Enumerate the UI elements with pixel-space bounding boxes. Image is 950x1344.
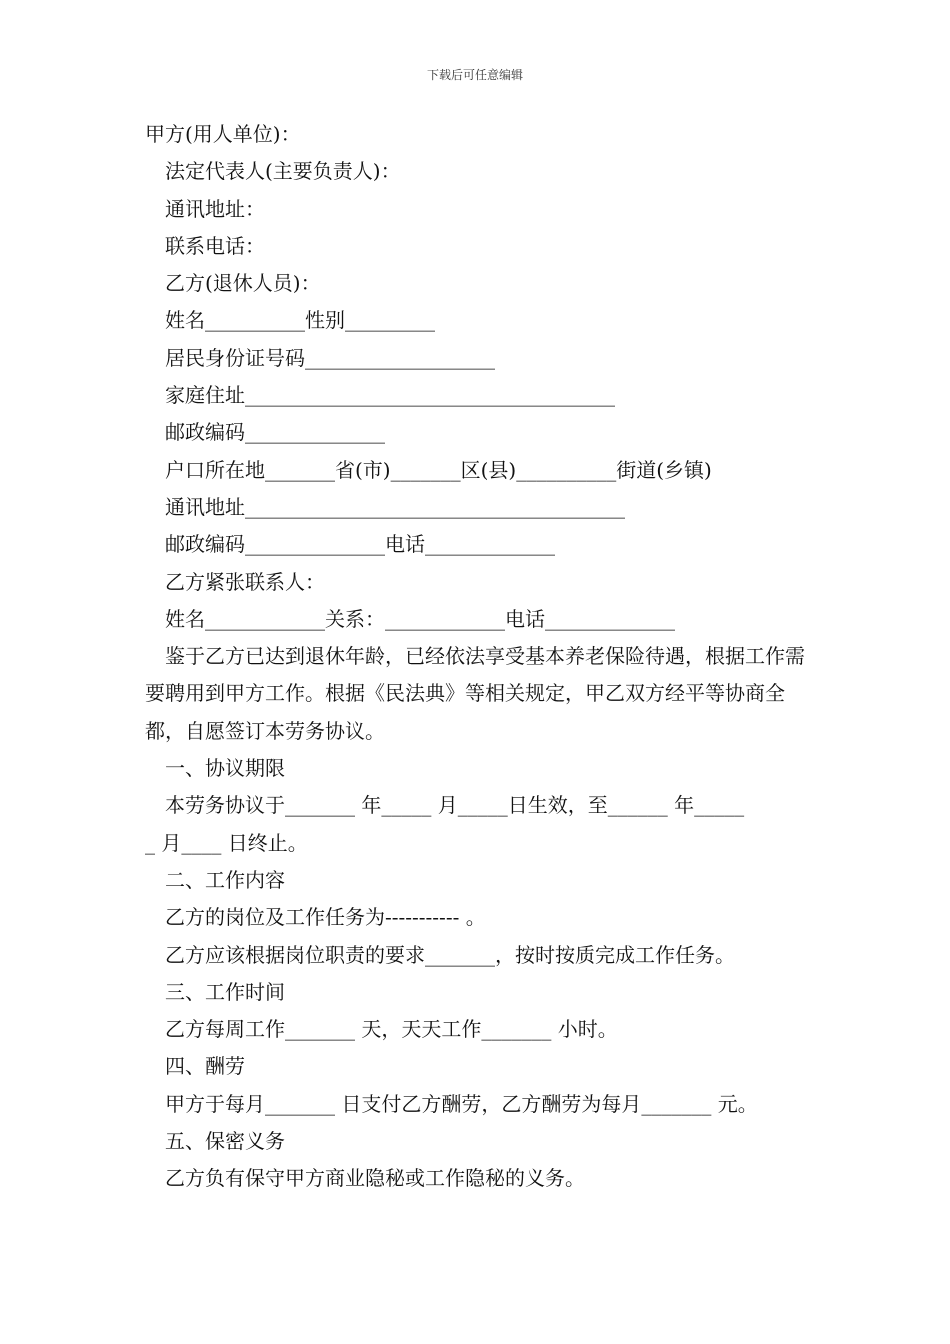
preamble-paragraph: 鉴于乙方已达到退休年龄，已经依法享受基本养老保险待遇，根据工作需要聘用到甲方工作。根据《民法典》等相关规定，甲乙双方经平等协商全都，自愿签订本劳务协议。 xyxy=(145,644,805,743)
section-pay-title: 四、酬劳 xyxy=(165,1054,245,1079)
section-confidentiality-line-1: 乙方负有保守甲方商业隐秘或工作隐秘的义务。 xyxy=(165,1166,585,1191)
party-b-household-line: 户口所在地_______省(市)_______区(县)__________街道(乡镇) xyxy=(165,457,712,482)
party-b-home-address-line: 家庭住址_____________________________________ xyxy=(165,383,615,408)
section-term-title: 一、协议期限 xyxy=(165,756,285,781)
section-confidentiality-title: 五、保密义务 xyxy=(165,1129,285,1154)
party-a-phone-line: 联系电话： xyxy=(165,233,265,258)
party-b-mailing-address-line: 通讯地址______________________________________ xyxy=(165,494,625,519)
party-b-name-gender-line: 姓名__________性别_________ xyxy=(165,308,435,333)
section-content-line-2: 乙方应该根据岗位职责的要求_______，按时按质完成工作任务。 xyxy=(165,942,735,967)
party-a-address-line: 通讯地址： xyxy=(165,196,265,221)
section-hours-title: 三、工作时间 xyxy=(165,979,285,1004)
section-term-line-2: _ 月____ 日终止。 xyxy=(145,830,308,855)
party-b-id-line: 居民身份证号码___________________ xyxy=(165,345,495,370)
section-hours-line-1: 乙方每周工作_______ 天，天天工作_______ 小时。 xyxy=(165,1017,618,1042)
party-b-title: 乙方(退休人员)： xyxy=(165,271,321,296)
emergency-contact-title: 乙方紧张联系人： xyxy=(165,569,325,594)
page-header: 下载后可任意编辑 xyxy=(426,68,523,82)
section-content-title: 二、工作内容 xyxy=(165,867,285,892)
party-a-title: 甲方(用人单位)： xyxy=(145,122,301,146)
party-b-postcode-phone-line: 邮政编码______________电话_____________ xyxy=(165,532,555,557)
document-body xyxy=(145,116,810,1198)
section-pay-line-1: 甲方于每月_______ 日支付乙方酬劳，乙方酬劳为每月_______ 元。 xyxy=(165,1091,758,1116)
section-term-line-1: 本劳务协议于_______ 年_____ 月_____日生效，至______ 年_____ xyxy=(165,793,745,818)
section-content-line-1: 乙方的岗位及工作任务为----------- 。 xyxy=(165,905,486,930)
emergency-contact-line: 姓名____________关系：____________电话_____________ xyxy=(165,606,675,631)
party-b-postcode-line: 邮政编码______________ xyxy=(165,420,385,445)
legal-representative-line: 法定代表人(主要负责人)： xyxy=(165,159,401,184)
